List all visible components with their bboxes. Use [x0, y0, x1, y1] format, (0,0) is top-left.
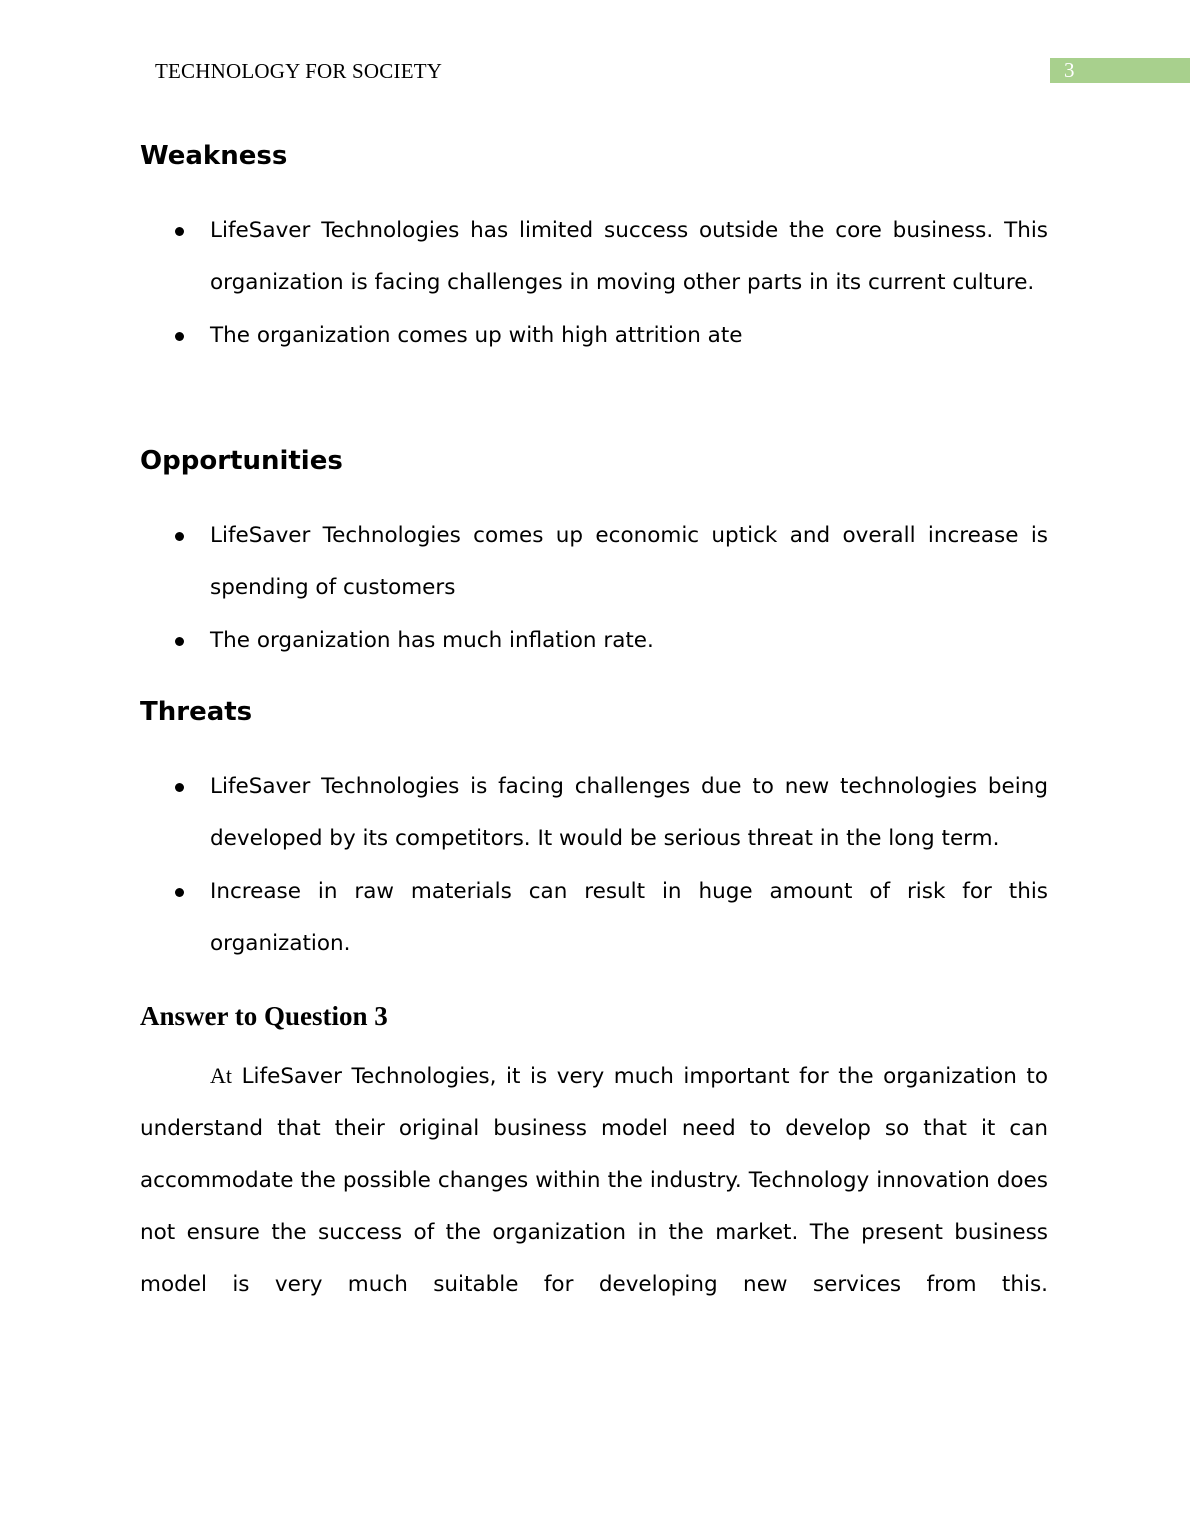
- bullet-icon: [175, 783, 184, 792]
- heading-weakness: Weakness: [140, 141, 288, 171]
- list-item-text: LifeSaver Technologies has limited success outside the core business. This organization is facing challenges in moving other parts in its current culture.: [210, 218, 1048, 296]
- list-item-text: Increase in raw materials can result in huge amount of risk for this organization.: [210, 878, 1048, 957]
- list-item-text: LifeSaver Technologies comes up economic uptick and overall increase is spending of customers: [210, 523, 1048, 601]
- heading-threats: Threats: [140, 697, 253, 727]
- page-number-badge: 3: [1050, 58, 1190, 83]
- threats-list: [140, 761, 1048, 971]
- answer-paragraph: [140, 1050, 1048, 1311]
- list-item: [140, 615, 1048, 667]
- list-item-text: The organization comes up with high attrition ate: [210, 322, 743, 348]
- list-item: [140, 310, 1048, 362]
- list-item: [140, 205, 1048, 310]
- list-item: [140, 761, 1048, 866]
- heading-opportunities: Opportunities: [140, 446, 343, 476]
- weakness-list: [140, 205, 1048, 362]
- bullet-icon: [175, 227, 184, 236]
- answer-body-text: LifeSaver Technologies, it is very much important for the organization to understand that their original business model need to develop so that it can accommodate the possible changes within the industry. Technology innovation does not ensure the success of the organization in the market. The present business model is very much suitable for developing new services from this.: [140, 1064, 1048, 1297]
- bullet-icon: [175, 637, 184, 646]
- list-item-text: The organization has much inflation rate.: [210, 627, 654, 653]
- list-item: [140, 866, 1048, 971]
- list-item-text: LifeSaver Technologies is facing challenges due to new technologies being developed by its competitors. It would be serious threat in the long term.: [210, 774, 1048, 852]
- running-header-title: TECHNOLOGY FOR SOCIETY: [155, 59, 443, 83]
- opportunities-list: [140, 510, 1048, 667]
- bullet-icon: [175, 888, 184, 897]
- list-item: [140, 510, 1048, 615]
- bullet-icon: [175, 332, 184, 341]
- heading-answer-question-3: Answer to Question 3: [140, 1001, 388, 1031]
- answer-lead-word: At: [210, 1063, 232, 1088]
- bullet-icon: [175, 532, 184, 541]
